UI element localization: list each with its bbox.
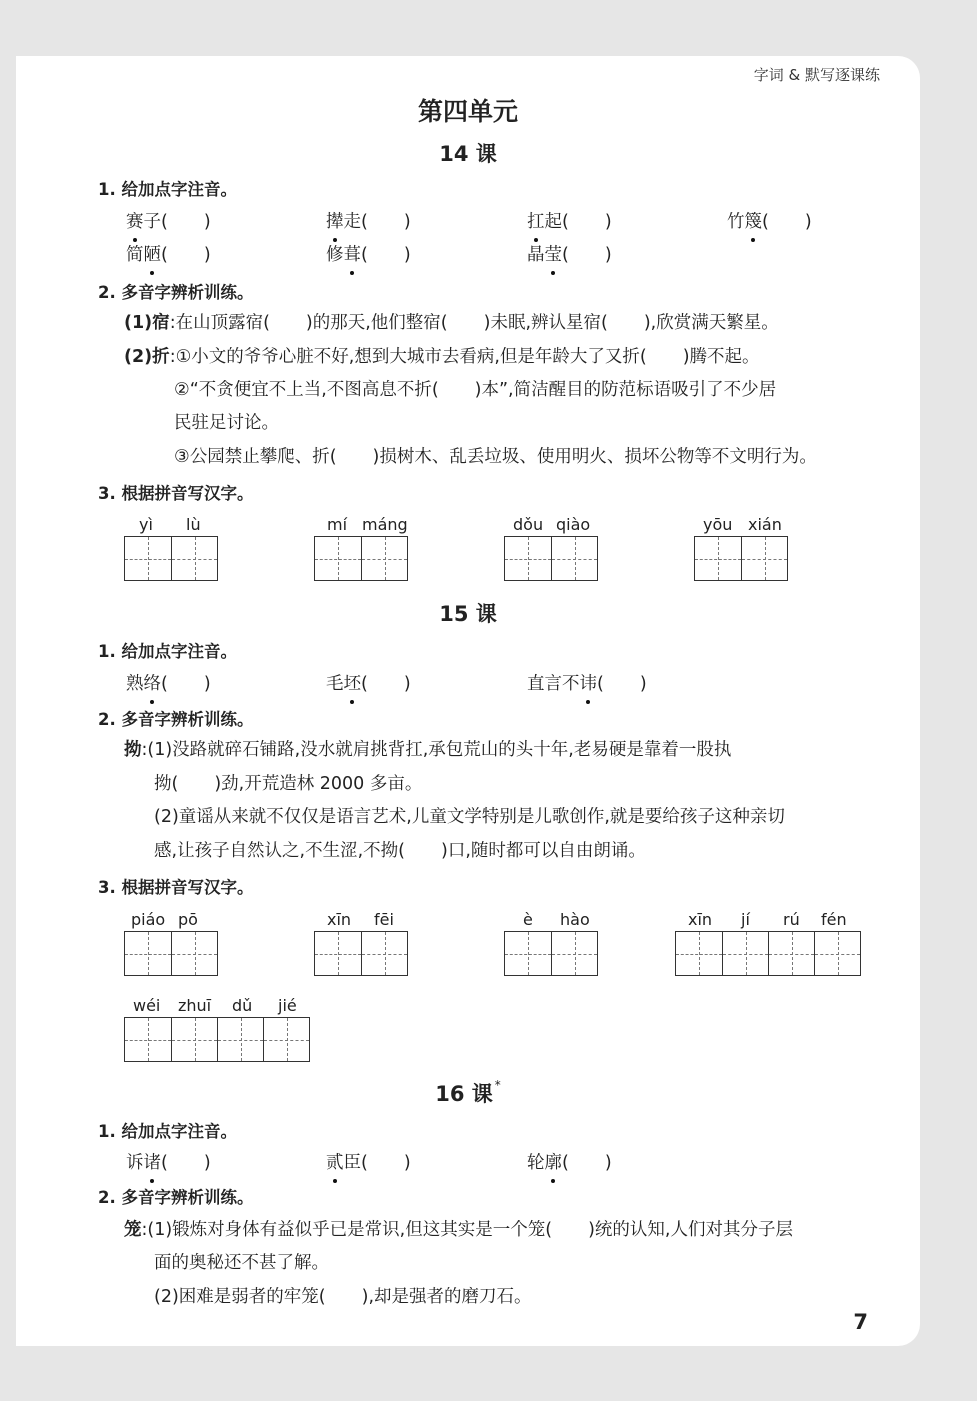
lesson-16-title: 16 课 * (435, 1078, 501, 1106)
l15-writing-grid-5[interactable] (124, 996, 310, 1062)
lesson-15-title: 15 课 (439, 602, 497, 626)
q-text: 多音字辨析训练。 (121, 710, 254, 729)
page (16, 56, 920, 1346)
writing-cell[interactable] (361, 910, 407, 975)
pinyin: jí (741, 910, 750, 929)
writing-cell[interactable] (315, 515, 361, 580)
pinyin: xián (748, 515, 782, 534)
l15-word-3: 直言不讳( ) (527, 669, 647, 699)
writing-cell[interactable] (171, 996, 217, 1061)
writing-cell[interactable] (676, 910, 722, 975)
pinyin: wéi (133, 996, 161, 1015)
q-number: 2. (98, 710, 116, 729)
l16-word-1: 诉诸( ) (126, 1148, 211, 1178)
l14-q1-heading (98, 176, 237, 200)
pinyin: mí (327, 515, 348, 534)
writing-cell[interactable] (171, 910, 217, 975)
l16-q2-item-1-cont: 面的奥秘还不甚了解。 (154, 1253, 329, 1273)
writing-cell[interactable] (505, 515, 551, 580)
q-text: 根据拼音写汉字。 (121, 878, 254, 897)
pinyin: xīn (327, 910, 352, 929)
l14-writing-grid-2[interactable] (314, 515, 408, 581)
l15-q1-heading (98, 638, 237, 662)
pinyin: è (523, 910, 533, 929)
l14-writing-grid-3[interactable] (504, 515, 598, 581)
pinyin: fēi (374, 910, 394, 929)
writing-cell[interactable] (315, 910, 361, 975)
pinyin: jié (278, 996, 297, 1015)
pinyin: fén (821, 910, 847, 929)
writing-cell[interactable] (125, 996, 171, 1061)
unit-title: 第四单元 (417, 97, 518, 126)
writing-cell[interactable] (217, 996, 263, 1061)
pinyin: lù (186, 515, 201, 534)
l15-writing-grid-1[interactable] (124, 910, 218, 976)
l14-word-2: 撵走( ) (326, 207, 411, 237)
writing-cell[interactable] (361, 515, 408, 580)
q-text: 给加点字注音。 (121, 642, 237, 661)
pinyin: pō (178, 910, 198, 929)
l16-q2-heading (98, 1184, 254, 1208)
writing-cell[interactable] (695, 515, 741, 580)
l14-q3-heading (98, 480, 254, 504)
l15-writing-grid-4[interactable] (675, 910, 861, 976)
l15-word-2: 毛坯( ) (326, 669, 411, 699)
q-number: 3. (98, 484, 116, 503)
l14-writing-grid-4[interactable] (694, 515, 788, 581)
q-text: 多音字辨析训练。 (121, 1188, 254, 1207)
l14-q2-item-4: ③公园禁止攀爬、折( )损树木、乱丢垃圾、使用明火、损坏公物等不文明行为。 (174, 447, 817, 467)
writing-cell[interactable] (768, 910, 814, 975)
writing-cell[interactable] (263, 996, 309, 1061)
writing-cell[interactable] (171, 515, 217, 580)
pinyin: piáo (131, 910, 166, 929)
writing-cell[interactable] (741, 515, 787, 580)
l16-q2-item-1: 笼:(1)锻炼对身体有益似乎已是常识,但这其实是一个笼( )统的认知,人们对其分子层 (124, 1220, 793, 1240)
q-number: 1. (98, 642, 116, 661)
writing-cell[interactable] (551, 515, 597, 580)
l15-q2-item-2: (2)童谣从来就不仅仅是语言艺术,儿童文学特别是儿歌创作,就是要给孩子这种亲切 (154, 807, 785, 827)
l14-q2-item-2: (2)折:①小文的爷爷心脏不好,想到大城市去看病,但是年龄大了又折( )腾不起。 (124, 347, 760, 367)
l15-q3-heading (98, 874, 254, 898)
l16-q2-item-2: (2)困难是弱者的牢笼( ),却是强者的磨刀石。 (154, 1287, 532, 1307)
l14-q2-item-3: ②“不贪便宜不上当,不图高息不折( )本”,简洁醒目的防范标语吸引了不少居 (174, 380, 777, 400)
l14-word-5: 简陋( ) (126, 240, 211, 270)
q-number: 3. (98, 878, 116, 897)
l15-writing-grid-3[interactable] (504, 910, 598, 976)
q-text: 多音字辨析训练。 (121, 283, 254, 302)
pinyin: qiào (556, 515, 591, 534)
pinyin: yì (139, 515, 153, 534)
lesson-14-title: 14 课 (439, 142, 497, 166)
q-text: 给加点字注音。 (121, 1122, 237, 1141)
l16-word-2: 贰臣( ) (326, 1148, 411, 1178)
pinyin: xīn (688, 910, 713, 929)
pinyin: máng (362, 515, 408, 534)
q-number: 2. (98, 283, 116, 302)
l14-q2-item-1: (1)宿:在山顶露宿( )的那天,他们整宿( )未眠,辨认星宿( ),欣赏满天繁星。 (124, 313, 779, 333)
l15-q2-item-1: 拗:(1)没路就碎石铺路,没水就肩挑背扛,承包荒山的头十年,老易硬是靠着一股执 (124, 740, 732, 760)
pinyin: dǒu (513, 515, 544, 534)
l14-word-4: 竹篾( ) (727, 207, 812, 237)
l16-q1-heading (98, 1118, 237, 1142)
pinyin: zhuī (178, 996, 212, 1015)
l16-word-3: 轮廓( ) (527, 1148, 612, 1178)
l14-writing-grid-1[interactable] (124, 515, 218, 581)
q-number: 1. (98, 1122, 116, 1141)
writing-cell[interactable] (814, 910, 860, 975)
l14-word-1: 赛子( ) (126, 207, 211, 237)
l14-q2-item-3-cont: 民驻足讨论。 (174, 413, 279, 433)
writing-cell[interactable] (125, 910, 171, 975)
l15-writing-grid-2[interactable] (314, 910, 408, 976)
writing-cell[interactable] (125, 515, 171, 580)
pinyin: dǔ (232, 996, 253, 1015)
l14-q2-heading (98, 279, 254, 303)
writing-cell[interactable] (722, 910, 768, 975)
l14-word-6: 修葺( ) (326, 240, 411, 270)
optional-star: * (494, 1078, 501, 1092)
l15-q2-item-1-cont: 拗( )劲,开荒造林 2000 多亩。 (154, 774, 423, 794)
l15-word-1: 熟络( ) (126, 669, 211, 699)
q-text: 给加点字注音。 (121, 180, 237, 199)
writing-cell[interactable] (551, 910, 597, 975)
l14-word-3: 扛起( ) (527, 207, 612, 237)
header-title: 字词 & 默写逐课练 (753, 66, 880, 84)
q-number: 1. (98, 180, 116, 199)
l14-word-7: 晶莹( ) (527, 240, 612, 270)
l15-q2-item-2-cont: 感,让孩子自然认之,不生涩,不拗( )口,随时都可以自由朗诵。 (154, 841, 646, 861)
writing-cell[interactable] (505, 910, 551, 975)
q-number: 2. (98, 1188, 116, 1207)
pinyin: yōu (703, 515, 733, 534)
page-number: 7 (853, 1310, 868, 1334)
l15-q2-heading (98, 706, 254, 730)
q-text: 根据拼音写汉字。 (121, 484, 254, 503)
pinyin: rú (783, 910, 800, 929)
pinyin: hào (560, 910, 590, 929)
